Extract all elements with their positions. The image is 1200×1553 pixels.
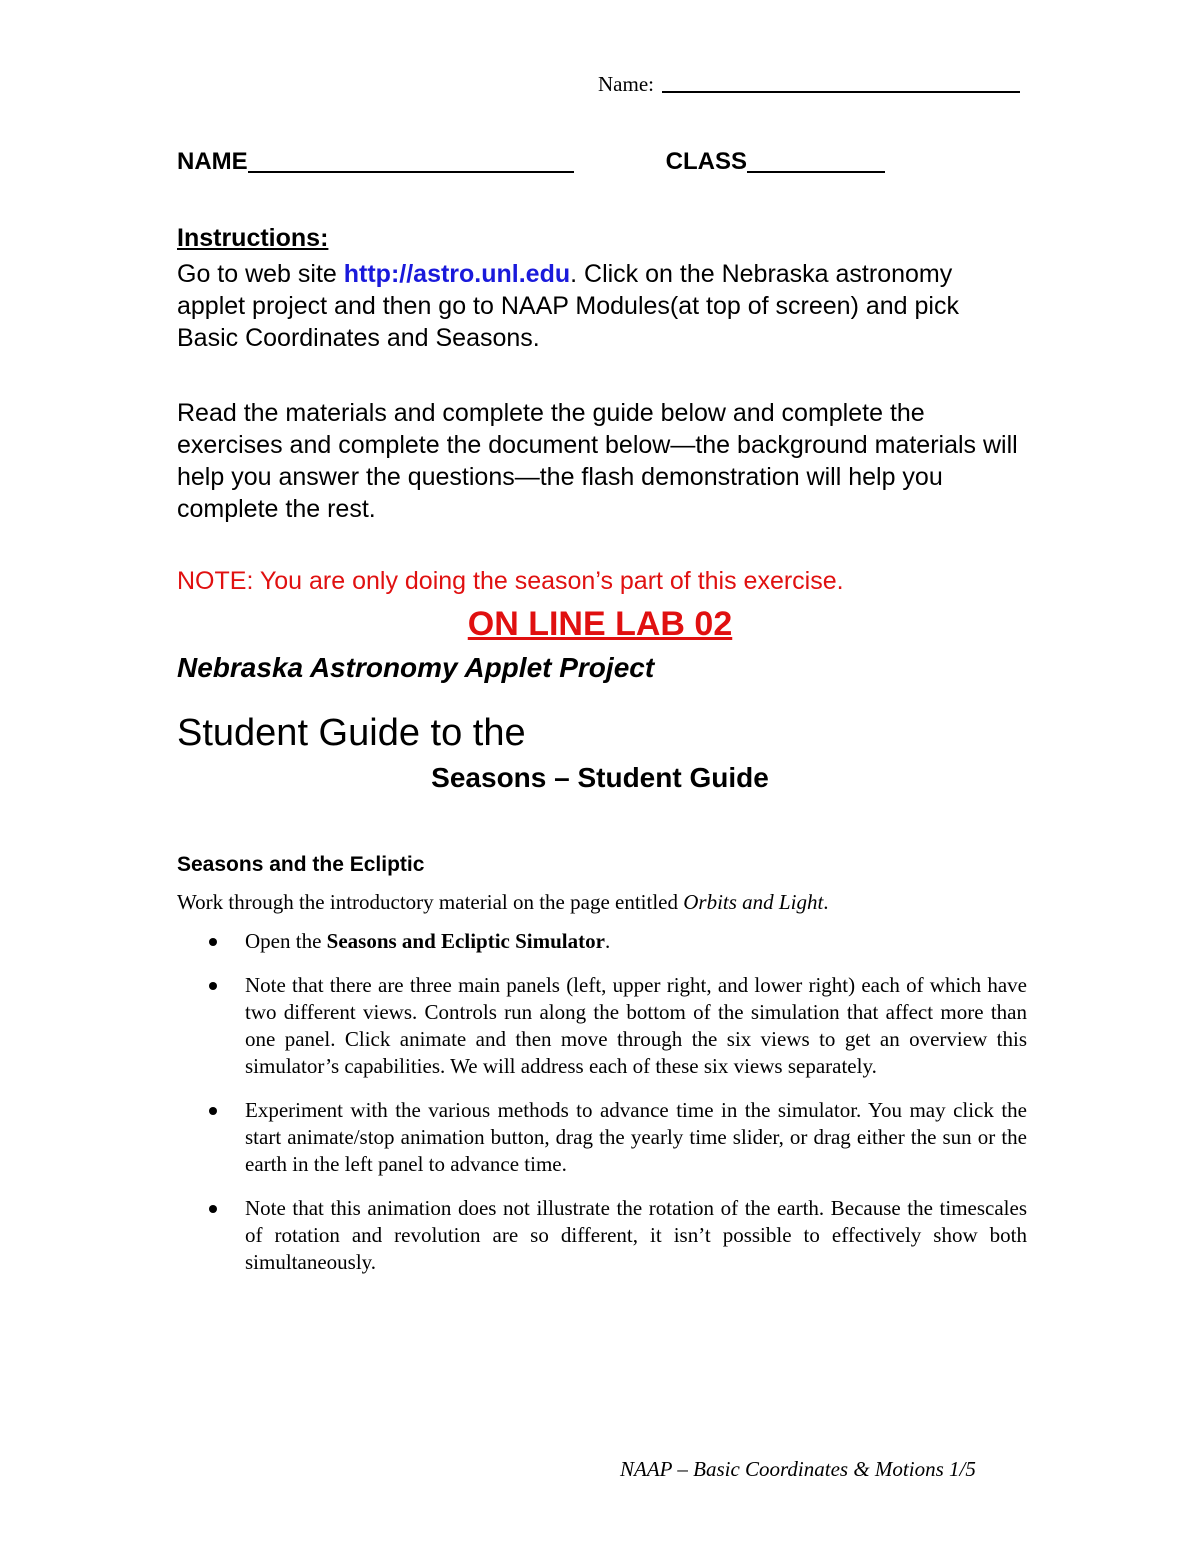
list-item <box>205 928 1027 955</box>
list-item <box>205 1097 1027 1178</box>
instructions-paragraph-2: Read the materials and complete the guide below and complete the exercises and complete the document below—the background materials will help you answer the questions—the flash demonstration will help you complete the rest. <box>177 399 1018 523</box>
bullet-icon <box>209 1107 217 1115</box>
section-heading: Seasons and the Ecliptic <box>177 853 425 876</box>
class-label: CLASS <box>665 148 748 175</box>
bullet-list <box>205 928 1027 1293</box>
name-label: NAME <box>177 148 248 175</box>
note-text: NOTE: You are only doing the season’s part of this exercise. <box>177 567 844 595</box>
astro-link[interactable]: http://astro.unl.edu <box>343 260 571 288</box>
intro-before: Work through the introductory material on the page entitled <box>177 890 684 914</box>
bullet1-bold: Seasons and Ecliptic Simulator <box>326 929 605 953</box>
name-field <box>598 72 1028 97</box>
lab-title: ON LINE LAB 02 <box>467 605 733 643</box>
project-title: Nebraska Astronomy Applet Project <box>177 652 655 683</box>
bullet-icon <box>209 938 217 946</box>
para1-before-link: Go to web site <box>177 260 344 288</box>
seasons-guide-title: Seasons – Student Guide <box>431 762 769 793</box>
bullet-icon <box>209 982 217 990</box>
para1-after-link: . Click on the Nebraska astronomy applet project and then go to NAAP Modules(at top of screen) and pick Basic Coordinates and Seasons. <box>177 260 959 352</box>
guide-title: Student Guide to the <box>177 712 526 754</box>
bullet2-text: Note that there are three main panels (left, upper right, and lower right) each of which have two different views. Controls run along the bottom of the simulation that affect more than one panel. Click animate and then move through the six views to get an overview this simulator’s capabilities. We will address each of these six views separately. <box>245 973 1027 1078</box>
name-blank <box>248 149 574 173</box>
instructions-paragraph-1 <box>177 258 1027 354</box>
bullet1-after: . <box>604 929 611 953</box>
bullet-icon <box>209 1205 217 1213</box>
instructions-heading: Instructions: <box>177 224 329 252</box>
name-class-row <box>177 148 885 176</box>
list-item <box>205 972 1027 1080</box>
class-blank <box>747 149 885 173</box>
bullet4-text: Note that this animation does not illustrate the rotation of the earth. Because the timescales of rotation and revolution are so different, it isn’t possible to effectively show both simultaneously. <box>245 1196 1027 1274</box>
list-item <box>205 1195 1027 1276</box>
name-blank-line <box>662 73 1020 93</box>
intro-italic: Orbits and Light <box>683 890 824 914</box>
bullet1-before: Open the <box>245 929 327 953</box>
section-intro <box>177 890 829 915</box>
name-label-top: Name: <box>598 72 654 96</box>
intro-after: . <box>823 890 829 914</box>
bullet3-text: Experiment with the various methods to advance time in the simulator. You may click the start animate/stop animation button, drag the yearly time slider, or drag either the sun or the earth in the left panel to advance time. <box>245 1098 1027 1176</box>
page-footer: NAAP – Basic Coordinates & Motions 1/5 <box>620 1457 976 1481</box>
